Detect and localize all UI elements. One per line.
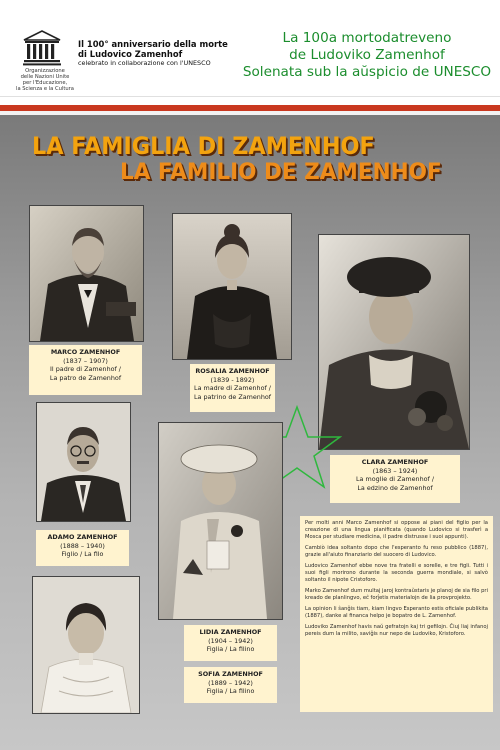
role-lidia: Figlia / La filino <box>206 645 255 654</box>
years-clara: (1863 – 1924) <box>372 466 418 475</box>
anniv-line-3: celebrato in collaborazione con l'UNESCO <box>78 59 211 67</box>
anniversary-esperanto <box>242 30 492 81</box>
story-paragraph-3: Ludovico Zamenhof ebbe nove tra fratelli e sorelle, e tre figli. Tutti i suoi figli morirono durante la seconda guerra mondiale, si salvò soltanto il nipote Cristoforo. <box>305 563 488 584</box>
eo-line-2: de Ludoviko Zamenhof <box>289 47 445 63</box>
family-story-text <box>300 516 493 712</box>
years-rosalia: (1839 - 1892) <box>210 375 255 384</box>
years-adamo: (1888 – 1940) <box>60 541 105 550</box>
name-sofia: SOFIA ZAMENHOF <box>198 670 263 678</box>
unesco-temple-logo <box>22 30 62 66</box>
name-marco: MARCO ZAMENHOF <box>50 348 121 356</box>
photo-sofia <box>32 576 140 714</box>
story-paragraph-4: Marko Zamenhof dum multaj jaroj kontraŭstaris je planoj de sia filo pri kreado de planlingvo, eĉ forĵetis materialojn de lia provprojekto. <box>305 588 488 602</box>
role-it-rosalia: La madre di Zamenhof / <box>194 384 271 393</box>
years-marco: (1837 – 1907) <box>63 356 108 365</box>
title-esperanto: LA FAMILIO DE ZAMENHOF <box>120 160 442 185</box>
role-sofia: Figlia / La filino <box>206 687 255 696</box>
years-lidia: (1904 – 1942) <box>208 636 253 645</box>
years-sofia: (1889 – 1942) <box>208 678 253 687</box>
caption-adamo <box>36 530 129 566</box>
anniv-line-1: Il 100° anniversario della morte <box>78 39 228 49</box>
eo-line-3: Solenata sub la aŭspicio de UNESCO <box>242 64 492 80</box>
org-line-4: la Scienza e la Cultura <box>16 86 74 92</box>
photo-lidia <box>158 422 283 620</box>
photo-adamo <box>36 402 131 522</box>
photo-marco <box>29 205 144 342</box>
title-italian: LA FAMIGLIA DI ZAMENHOF <box>32 132 375 160</box>
role-eo-marco: La patro de Zamenhof <box>49 373 122 382</box>
story-paragraph-5: La opinion li ŝanĝis tiam, kiam lingvo Esperanto estis oficiale publikita (1887), danke al financa helpo je bopatro de L. Zamenhof. <box>305 606 488 620</box>
caption-lidia <box>184 625 277 661</box>
name-adamo: ADAMO ZAMENHOF <box>47 533 118 541</box>
role-adamo: Figlio / La filo <box>61 550 104 559</box>
story-paragraph-1: Per molti anni Marco Zamenhof si oppose ai piani del figlio per la creazione di una lingua pianificata (quando Ludovico si trasferì a Mosca per studiare medicina, il padre distrusse i suoi appunti). <box>305 520 488 541</box>
unesco-org-name <box>4 68 86 92</box>
role-eo-clara: La edzino de Zamenhof <box>357 483 433 492</box>
photo-rosalia <box>172 213 292 360</box>
anniv-line-2: di Ludovico Zamenhof <box>78 48 183 59</box>
org-line-3: per l'Educazione, <box>22 80 68 86</box>
story-paragraph-2: Cambiò idea soltanto dopo che l'esperanto fu reso pubblico (1887), grazie all'aiuto finanziario del suocero di Ludovico. <box>305 545 488 559</box>
name-lidia: LIDIA ZAMENHOF <box>199 628 262 636</box>
story-paragraph-6: Ludoviko Zamenhof havis naŭ gefratojn kaj tri gefilojn. Ĉiuj liaj infanoj pereis dum la milito, saviĝis nur nepo de Ludoviko, Kristoforo. <box>305 623 488 638</box>
org-line-1: Organizzazione <box>25 68 65 74</box>
role-it-marco: Il padre di Zamenhof / <box>50 365 121 374</box>
caption-marco <box>29 345 142 395</box>
header-banner <box>0 0 500 96</box>
org-line-2: delle Nazioni Unite <box>20 74 70 80</box>
eo-line-1: La 100a mortodatreveno <box>282 30 452 46</box>
role-it-clara: La moglie di Zamenhof / <box>356 475 434 484</box>
anniversary-italian <box>78 40 228 69</box>
caption-clara <box>330 455 460 503</box>
role-eo-rosalia: La patrino de Zamenhof <box>193 392 272 401</box>
name-rosalia: ROSALIA ZAMENHOF <box>195 367 270 375</box>
caption-sofia <box>184 667 277 703</box>
name-clara: CLARA ZAMENHOF <box>361 458 429 466</box>
